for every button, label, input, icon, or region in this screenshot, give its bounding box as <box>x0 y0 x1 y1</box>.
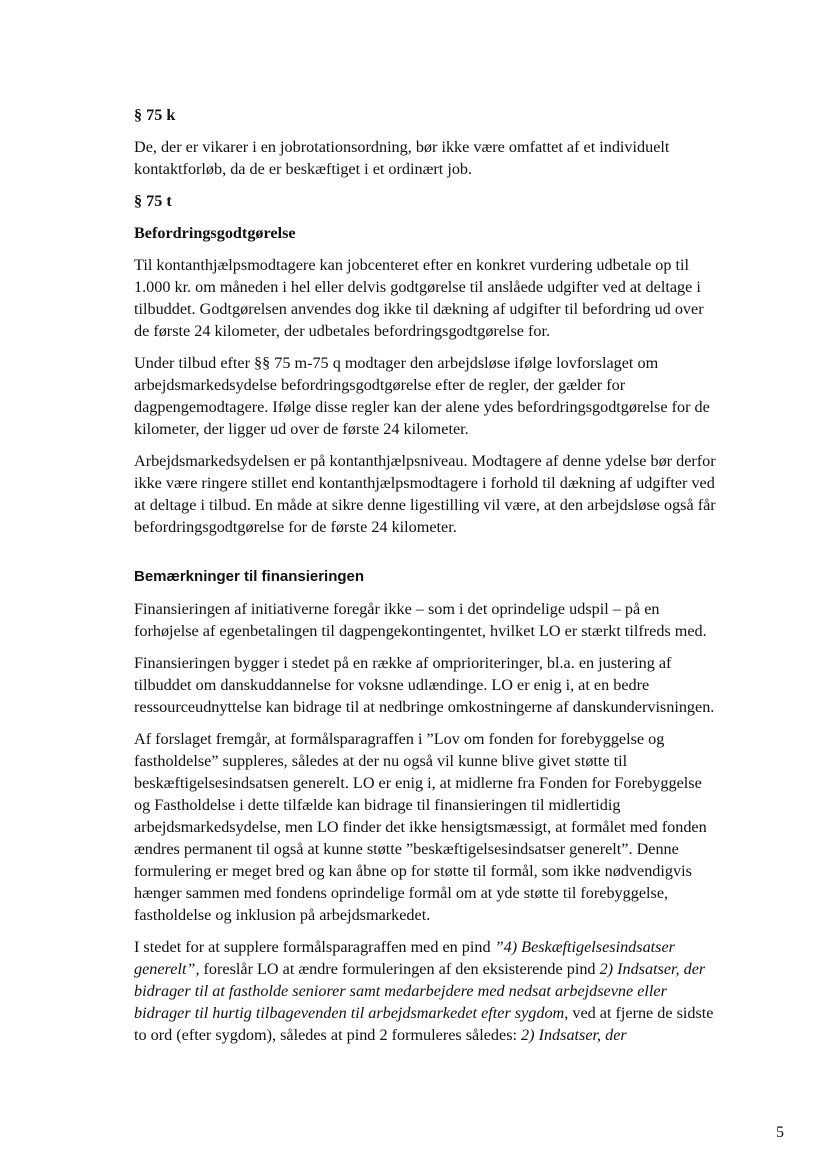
quoted-text: 2) Indsatser, der <box>521 1026 627 1044</box>
paragraph-text: foreslår LO at ændre formuleringen af den eksisterende pind <box>199 960 600 978</box>
paragraph-text: I stedet for at supplere formålsparagraffen med en pind <box>134 938 495 956</box>
page-body <box>134 104 718 1056</box>
paragraph-befordring-2: Under tilbud efter §§ 75 m-75 q modtager den arbejdsløse ifølge lovforslaget om arbejdsmarkedsydelse befordringsgodtgørelse efter de regler, der gælder for dagpengemodtagere. Ifølge disse regler kan der alene ydes befordringsgodtgørelse for de kilometer, der ligger ud over de første 24 kilometer. <box>134 354 710 438</box>
section-heading-75k: § 75 k <box>134 106 176 124</box>
paragraph-befordring-1: Til kontanthjælpsmodtagere kan jobcenteret efter en konkret vurdering udbetale op til 1.000 kr. om måneden i hel eller delvis godtgørelse til anslåede udgifter ved at deltage i tilbuddet. Godtgørelsen anvendes dog ikke til dækning af udgifter til befordring ud over de første 24 kilometer, der udbetales befordringsgodtgørelse for. <box>134 256 704 340</box>
paragraph-finansiering-4 <box>134 936 718 1046</box>
paragraph-finansiering-3: Af forslaget fremgår, at formålsparagraffen i ”Lov om fonden for forebyggelse og fastholdelse” suppleres, således at der nu også vil kunne blive givet støtte til beskæftigelsesindsatsen generelt. LO er enig i, at midlerne fra Fonden for Forebyggelse og Fastholdelse i dette tilfælde kan bidrage til finansieringen til midlertidig arbejdsmarkedsydelse, men LO finder det ikke hensigtsmæssigt, at formålet med fonden ændres permanent til også at kunne støtte ”beskæftigelsesindsatser generelt”. Denne formulering er meget bred og kan åbne op for støtte til formål, som ikke nødvendigvis hænger sammen med fondens oprindelige formål om at yde støtte til forebyggelse, fastholdelse og inklusion på arbejdsmarkedet. <box>134 730 707 924</box>
page-number: 5 <box>776 1124 784 1141</box>
paragraph-75k: De, der er vikarer i en jobrotationsordning, bør ikke være omfattet af et individuelt kontaktforløb, da de er beskæftiget i et ordinært job. <box>134 138 670 178</box>
paragraph-finansiering-2: Finansieringen bygger i stedet på en række af omprioriteringer, bl.a. en justering af tilbuddet om danskuddannelse for voksne udlændinge. LO er enig i, at en bedre ressourceudnyttelse kan bidrage til at nedbringe omkostningerne af danskundervisningen. <box>134 654 715 716</box>
heading-finansiering: Bemærkninger til finansieringen <box>134 568 365 585</box>
paragraph-text: ved at fjerne de sidste to ord (efter sygdom), således at pind 2 formuleres således: <box>134 1004 714 1044</box>
quoted-text: 2) Indsatser, der bidrager til at fastholde seniorer samt medarbejdere med nedsat arbejdsevne eller bidrager til hurtig tilbagevenden til arbejdsmarkedet efter sygdom, <box>134 960 706 1022</box>
quoted-text: ”4) Beskæftigelsesindsatser generelt”, <box>134 938 675 978</box>
subheading-befordringsgodtgoerelse: Befordringsgodtgørelse <box>134 224 296 242</box>
paragraph-finansiering-1: Finansieringen af initiativerne foregår ikke – som i det oprindelige udspil – på en forhøjelse af egenbetalingen til dagpengekontingentet, hvilket LO er stærkt tilfreds med. <box>134 600 707 640</box>
paragraph-befordring-3: Arbejdsmarkedsydelsen er på kontanthjælpsniveau. Modtagere af denne ydelse bør derfor ikke være ringere stillet end kontanthjælpsmodtagere i forhold til dækning af udgifter ved at deltage i tilbud. En måde at sikre denne ligestilling vil være, at den arbejdsløse også får befordringsgodtgørelse for de første 24 kilometer. <box>134 452 716 536</box>
section-heading-75t: § 75 t <box>134 192 172 210</box>
